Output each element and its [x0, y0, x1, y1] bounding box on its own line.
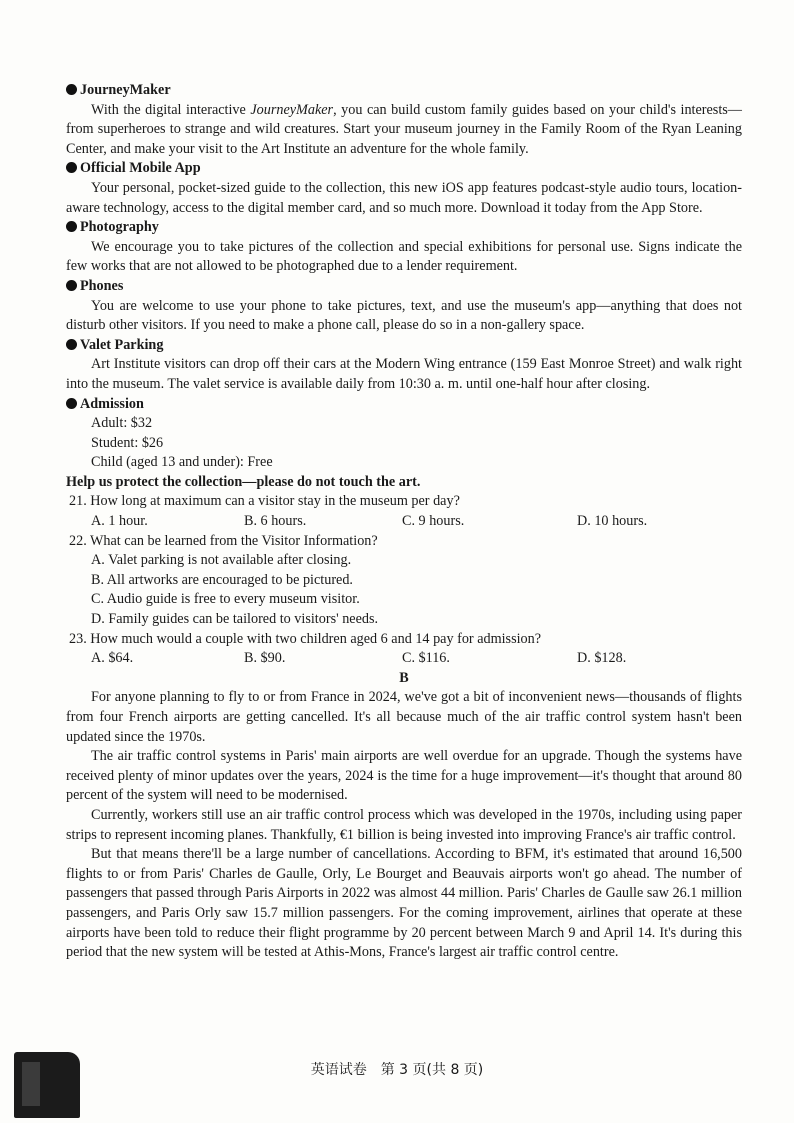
- bullet-icon: [66, 280, 77, 291]
- option-c: C. Audio guide is free to every museum visitor.: [91, 591, 360, 608]
- bullet-icon: [66, 339, 77, 350]
- bullet-icon: [66, 221, 77, 232]
- option-d: D. Family guides can be tailored to visitors' needs.: [91, 611, 379, 628]
- collection-notice: Help us protect the collection—please do not touch the art.: [66, 473, 421, 490]
- option-b: B. All artworks are encouraged to be pictured.: [91, 571, 353, 588]
- scan-corner-mark: [14, 1052, 80, 1118]
- valet-parking-text: Art Institute visitors can drop off their cars at the Modern Wing entrance (159 East Monroe Street) and walk right into the museum. The valet service is available daily from 10:30 a. m. until one-half hour after closing.: [66, 356, 742, 392]
- section-title-valet-parking: Valet Parking: [66, 336, 742, 356]
- section-title-photography: Photography: [66, 218, 742, 238]
- price-student: Student: $26: [91, 434, 164, 451]
- bullet-icon: [66, 398, 77, 409]
- section-title-journeymaker: JourneyMaker: [66, 81, 742, 101]
- option-c: C. $116.: [402, 650, 450, 667]
- passage-b-paragraph: But that means there'll be a large number of cancellations. According to BFM, it's estimated that around 16,500 flights to or from Paris' Charles de Gaulle, Orly, Le Bourget and Beauvais airports won't go ahead. The number of passengers that passed through Paris Airports in 2022 was almost 44 million. Paris' Charles de Gaulle saw 26.1 million passengers, and Paris Orly saw 15.7 million passengers. For the coming improvement, airlines that operate at these airports have been told to reduce their flight programme by 20 percent between March 9 and April 14. It's during this period that the new system will be tested at Athis-Mons, France's largest air traffic control centre.: [66, 846, 742, 961]
- option-b: B. 6 hours.: [244, 513, 307, 530]
- option-d: D. 10 hours.: [577, 513, 648, 530]
- question-21-stem: 21. How long at maximum can a visitor stay in the museum per day?: [69, 493, 460, 510]
- mobile-app-text: Your personal, pocket-sized guide to the collection, this new iOS app features podcast-style audio tours, location-aware technology, access to the digital member card, and so much more. Download it today from the App Store.: [66, 179, 742, 216]
- phones-text: You are welcome to use your phone to take pictures, text, and use the museum's app—anything that does not disturb other visitors. If you need to make a phone call, please do so in a non-gallery space.: [66, 297, 742, 334]
- option-a: A. 1 hour.: [91, 513, 148, 530]
- price-child: Child (aged 13 and under): Free: [91, 454, 273, 471]
- option-b: B. $90.: [244, 650, 286, 667]
- section-title-mobile-app: Official Mobile App: [66, 159, 742, 179]
- section-title-phones: Phones: [66, 277, 742, 297]
- section-b-label: B: [399, 669, 409, 686]
- option-d: D. $128.: [577, 650, 627, 667]
- passage-b-paragraph: The air traffic control systems in Paris' main airports are well overdue for an upgrade. Though the systems have received plenty of minor updates over the years, 2024 is the time for a huge improvement—it's thought that around 80 percent of the system will need to be modernised.: [66, 748, 742, 804]
- section-title-admission: Admission: [66, 395, 742, 415]
- question-23-stem: 23. How much would a couple with two children aged 6 and 14 pay for admission?: [69, 630, 542, 647]
- passage-b-paragraph: Currently, workers still use an air traffic control process which was developed in the 1970s, including using paper strips to represent incoming planes. Thankfully, €1 billion is being invested into improving France's air traffic control.: [66, 806, 742, 843]
- price-adult: Adult: $32: [91, 415, 153, 432]
- bullet-icon: [66, 162, 77, 173]
- passage-b-paragraph: For anyone planning to fly to or from France in 2024, we've got a bit of inconvenient news—thousands of flights from four French airports are getting cancelled. It's all because much of the air traffic control system hasn't been updated since the 1970s.: [66, 689, 742, 745]
- exam-page: [66, 81, 742, 963]
- journeymaker-text: With the digital interactive JourneyMaker, you can build custom family guides based on your child's interests—from superheroes to strange and wild creatures. Start your museum journey in the Family Room of the Ryan Leaning Center, and make your visit to the Art Institute an adventure for the whole family.: [66, 101, 742, 157]
- bullet-icon: [66, 84, 77, 95]
- question-21-options: [66, 512, 742, 532]
- page-footer: 英语试卷 第 3 页(共 8 页): [310, 1062, 484, 1078]
- photography-text: We encourage you to take pictures of the collection and special exhibitions for personal use. Signs indicate the few works that are not allowed to be photographed due to a lender requirement.: [66, 238, 742, 275]
- option-a: A. Valet parking is not available after closing.: [91, 552, 352, 569]
- question-22-stem: 22. What can be learned from the Visitor Information?: [69, 532, 378, 549]
- question-23-options: [66, 649, 742, 669]
- option-c: C. 9 hours.: [402, 513, 465, 530]
- option-a: A. $64.: [91, 650, 134, 667]
